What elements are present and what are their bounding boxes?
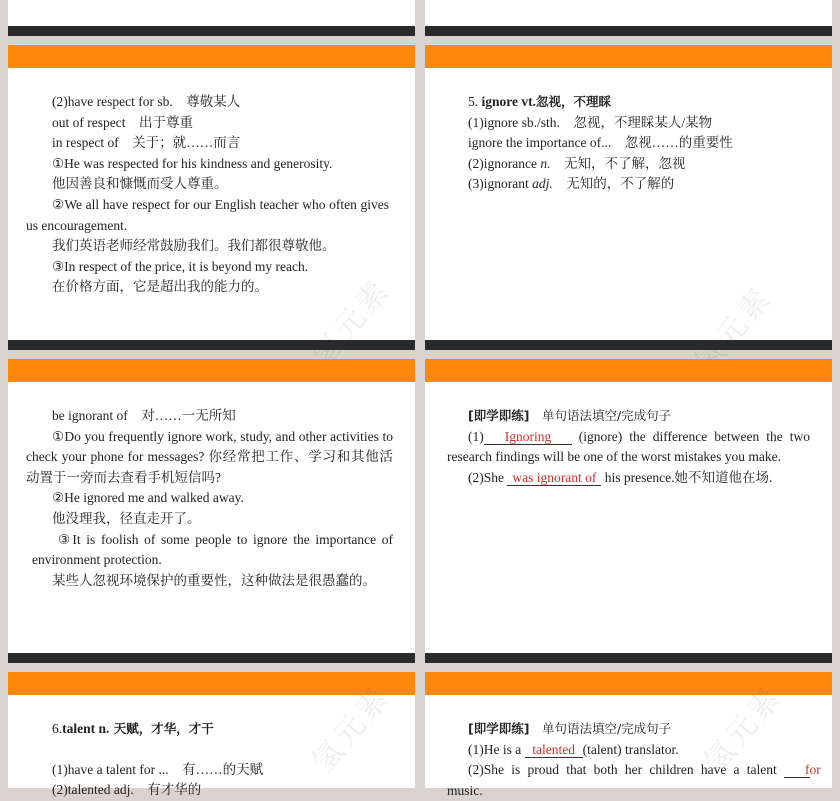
phrase-line: (1)have a talent for ... 有……的天赋 xyxy=(52,761,264,777)
example-sentence: ③In respect of the price, it is beyond my reach. xyxy=(52,258,309,274)
answer-blank[interactable] xyxy=(784,762,821,778)
example-sentence: ③It is foolish of some people to ignore the importance of environment protection. xyxy=(32,531,393,568)
answer-blank[interactable] xyxy=(525,743,583,758)
slide-header-bar xyxy=(8,359,415,382)
answer-text: Ignoring xyxy=(504,428,552,444)
question-number: (1) xyxy=(468,428,484,444)
meaning: 无知，不了解，忽视 xyxy=(550,155,686,171)
example-sentence: ①He was respected for his kindness and generosity. xyxy=(52,155,333,171)
phrase-line: (1)ignore sb./sth. 忽视，不理睬某人/某物 xyxy=(468,114,713,130)
slide-body xyxy=(26,406,393,591)
question-text: (1)He is a xyxy=(468,741,525,757)
slide-header-bar xyxy=(425,359,832,382)
answer-blank[interactable] xyxy=(484,430,572,445)
slide-footer-bar xyxy=(8,653,415,663)
slide-ignore-practice[interactable] xyxy=(425,382,832,653)
phrase-line: be ignorant of 对……一无所知 xyxy=(52,408,236,423)
slide-footer-bar xyxy=(425,340,832,350)
slide-body xyxy=(468,92,818,195)
slide-header-bar xyxy=(425,45,832,68)
example-sentence: ②He ignored me and walked away. xyxy=(52,490,244,506)
slide-body xyxy=(447,719,821,801)
slide-talent-practice[interactable] xyxy=(425,678,832,798)
exercise-question-2 xyxy=(447,468,810,489)
watermark: 氢元素 xyxy=(687,279,780,381)
question-text: (2)She xyxy=(468,469,508,485)
exercise-instruction: 单句语法填空/完成句子 xyxy=(529,408,672,423)
example-sentence: ①Do you frequently ignore work, study, and other activities to check your phone for messages? 你经常把工作、学习和其他活动置于一旁而去查看手机短信吗? xyxy=(26,428,393,485)
word-heading xyxy=(468,92,818,113)
part-of-speech: adj. xyxy=(532,176,553,192)
slide-ignore[interactable] xyxy=(425,68,832,381)
slide-talent[interactable] xyxy=(8,678,415,798)
word-form: (3)ignorant xyxy=(468,176,533,192)
answer-blank[interactable] xyxy=(507,471,601,486)
meaning: 无知的，不了解的 xyxy=(552,176,675,192)
translation: 他没理我，径直走开了。 xyxy=(52,510,201,526)
slide-footer-bar xyxy=(425,653,832,663)
slide-top-right-tail xyxy=(425,0,832,26)
answer-text: for xyxy=(805,762,821,778)
heading-number: 5. xyxy=(468,94,479,109)
heading-word: ignore vt. xyxy=(481,94,536,109)
phrase-line: in respect of 关于；就……而言 xyxy=(52,135,241,151)
slide-body xyxy=(52,719,402,801)
watermark: 氢元素 xyxy=(697,678,790,780)
example-sentence: ②We all have respect for our English teacher who often gives us encouragement. xyxy=(26,196,389,233)
slide-body xyxy=(447,406,810,488)
question-text: his presence.她不知道他在场. xyxy=(601,469,773,485)
exercise-heading xyxy=(447,719,810,740)
slide-footer-bar xyxy=(8,26,415,36)
slide-header-bar xyxy=(8,672,415,695)
phrase-line: ignore the importance of... 忽视……的重要性 xyxy=(468,135,733,151)
translation: 他因善良和慷慨而受人尊重。 xyxy=(52,176,228,192)
exercise-instruction: 单句语法填空/完成句子 xyxy=(529,721,672,736)
phrase-line xyxy=(468,174,818,195)
exercise-tag: [即学即练] xyxy=(468,721,530,736)
question-text: music. xyxy=(447,782,483,798)
question-text: (2)She is proud that both her children have a talent xyxy=(468,762,784,778)
heading-meaning: 天赋，才华，才干 xyxy=(109,721,214,736)
word-heading xyxy=(52,719,402,740)
part-of-speech: n. xyxy=(540,155,551,171)
slide-header-bar xyxy=(8,45,415,68)
exercise-heading xyxy=(447,406,810,427)
exercise-question-2 xyxy=(447,760,821,801)
slide-respect[interactable] xyxy=(8,68,415,373)
phrase-line: (2)have respect for sb. 尊敬某人 xyxy=(52,94,241,109)
question-text: (ignore) the difference between the two research findings will be one of the worst mistakes you make. xyxy=(447,428,810,465)
phrase-line xyxy=(468,154,818,175)
translation: 我们英语老师经常鼓励我们。我们都很尊敬他。 xyxy=(52,238,336,254)
slide-top-left-tail xyxy=(8,0,415,26)
heading-word: talent n. xyxy=(62,721,110,736)
word-form: (2)ignorance xyxy=(468,155,541,171)
exercise-question-1 xyxy=(447,740,810,761)
translation: 在价格方面，它是超出我的能力的。 xyxy=(52,279,268,295)
phrase-line: (2)talented adj. 有才华的 xyxy=(52,782,202,798)
exercise-question-1 xyxy=(447,427,810,468)
heading-meaning: 忽视，不理睬 xyxy=(536,94,612,109)
slide-footer-bar xyxy=(8,340,415,350)
phrase-line: out of respect 出于尊重 xyxy=(52,114,193,130)
answer-text: talented xyxy=(532,741,575,757)
heading-number: 6. xyxy=(52,721,63,736)
slide-ignorant-examples[interactable] xyxy=(8,382,415,653)
watermark: 氢元素 xyxy=(305,271,398,373)
slide-body xyxy=(26,92,389,298)
slide-footer-bar xyxy=(425,26,832,36)
watermark: 氢元素 xyxy=(305,678,398,780)
exercise-tag: [即学即练] xyxy=(468,408,530,423)
translation: 某些人忽视环境保护的重要性，这种做法是很愚蠢的。 xyxy=(52,572,376,588)
slide-header-bar xyxy=(425,672,832,695)
question-text: (talent) translator. xyxy=(582,741,679,757)
answer-text: was ignorant of xyxy=(512,469,597,485)
